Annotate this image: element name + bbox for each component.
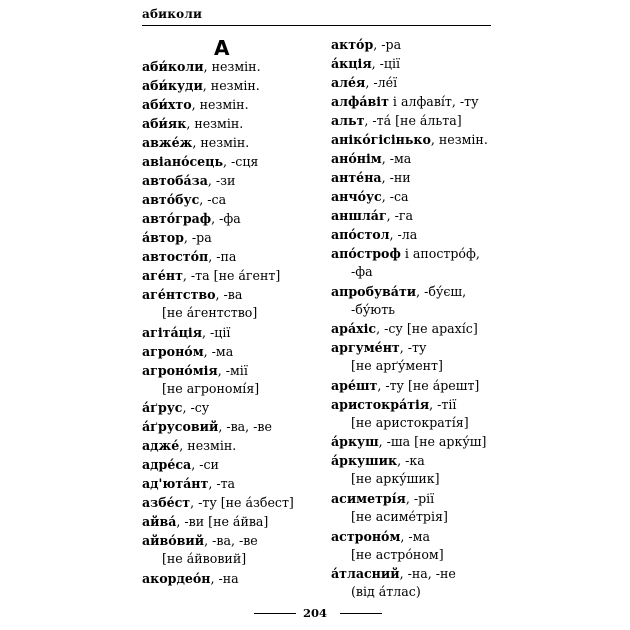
headword: а́тласний: [331, 566, 400, 582]
folio-rule-right: [340, 613, 382, 614]
entry-grammar: , -ту: [399, 340, 427, 356]
dictionary-entry: [331, 490, 448, 526]
headword: аншла́г: [331, 208, 387, 223]
dictionary-entry: [142, 172, 235, 190]
entry-grammar: і апостро́ф,: [400, 246, 480, 261]
entry-grammar: , незмін.: [203, 59, 261, 74]
headword: аби́куди: [142, 78, 203, 93]
headword: ад'юта́нт: [142, 476, 209, 492]
dictionary-entry: [331, 433, 486, 451]
entry-grammar: , незмін.: [179, 438, 237, 454]
headword: аби́хто: [142, 97, 192, 112]
dictionary-entry: [331, 377, 479, 395]
headword: апо́стол: [331, 227, 390, 242]
dictionary-entry: [331, 226, 417, 244]
entry-grammar: , -ма: [203, 343, 234, 359]
headword: авже́ж: [142, 135, 193, 150]
headword: аге́нт: [142, 268, 183, 283]
dictionary-entry: [142, 513, 268, 531]
entry-continuation: [не а́гентство]: [162, 305, 258, 320]
dictionary-entry: [331, 339, 443, 375]
dictionary-entry: [331, 74, 397, 92]
entry-grammar: , -па: [208, 249, 237, 264]
dictionary-entry: [331, 188, 409, 206]
entry-grammar: , -ла: [389, 227, 418, 242]
entry-grammar: , -ма: [381, 151, 412, 166]
headword: апо́строф: [331, 246, 401, 261]
headword: адже́: [142, 438, 180, 454]
headword: а́ркуш: [331, 434, 379, 450]
dictionary-entry: [142, 362, 259, 398]
headword: агіта́ція: [142, 324, 203, 340]
headword: а́ґрусовий: [142, 419, 219, 435]
dictionary-entry: [331, 150, 411, 168]
entry-grammar: , -су: [182, 400, 210, 416]
dictionary-entry: [331, 36, 401, 54]
headword: аристокра́тія: [331, 396, 430, 412]
entry-continuation: -бу́ють: [351, 301, 396, 317]
entry-grammar: , -на, -не: [399, 566, 456, 582]
entry-grammar: , -ма: [400, 528, 430, 544]
headword: акордео́н: [142, 570, 211, 586]
dictionary-entry: [142, 475, 235, 493]
entry-grammar: , -ту [не а́збест]: [190, 495, 294, 511]
dictionary-entry: [331, 112, 462, 130]
page-number: 204: [302, 606, 327, 620]
headword: адре́са: [142, 457, 192, 473]
dictionary-entry: [142, 343, 233, 361]
entry-continuation: -фа: [351, 264, 373, 279]
headword: автосто́п: [142, 249, 209, 264]
dictionary-entry: [331, 93, 479, 111]
entry-grammar: , -га: [386, 208, 414, 223]
entry-grammar: , незмін.: [186, 116, 244, 131]
headword: астроно́м: [331, 528, 401, 544]
entry-grammar: , -сця: [223, 154, 259, 169]
dictionary-entry: [142, 494, 294, 512]
headword: акто́р: [331, 37, 374, 52]
entry-grammar: , -ле́ї: [365, 75, 398, 90]
dictionary-entry: [331, 452, 440, 488]
entry-grammar: , -рії: [405, 491, 435, 506]
entry-grammar: , -ва, -ве: [204, 533, 258, 549]
entry-grammar: , -на: [210, 570, 239, 586]
dictionary-entry: [142, 77, 260, 95]
entry-continuation: [не асиме́трія]: [351, 509, 448, 524]
headword: аре́шт: [331, 377, 378, 393]
headword: анчо́ус: [331, 189, 382, 204]
headword: алфа́віт: [331, 94, 389, 109]
entry-grammar: , -ва: [215, 287, 243, 302]
header-rule: [142, 25, 491, 26]
headword: аби́коли: [142, 59, 204, 74]
dictionary-entry: [142, 437, 236, 455]
headword: асиметрі́я: [331, 491, 406, 506]
dictionary-entry: [331, 320, 478, 338]
headword: а́втор: [142, 230, 184, 245]
entry-grammar: , -са: [381, 189, 409, 204]
dictionary-entry: [331, 169, 411, 187]
headword: аніко́гісінько: [331, 132, 431, 147]
headword: авто́граф: [142, 211, 212, 226]
entry-grammar: , незмін.: [430, 132, 488, 147]
entry-grammar: , -ша [не арку́ш]: [378, 434, 487, 450]
headword: а́кція: [331, 56, 372, 71]
entry-grammar: , -ка: [397, 453, 425, 469]
dictionary-entry: [331, 207, 413, 225]
entry-grammar: , -ра: [183, 230, 212, 245]
dictionary-entry: [142, 456, 219, 474]
entry-continuation: (від а́тлас): [351, 584, 421, 600]
entry-grammar: , -са: [199, 192, 227, 207]
dictionary-entry: [142, 210, 241, 228]
headword: авто́бус: [142, 192, 200, 207]
headword: аби́як: [142, 116, 187, 131]
entry-grammar: , -зи: [207, 173, 236, 188]
headword: ара́хіс: [331, 321, 377, 337]
entry-grammar: , незмін.: [192, 135, 250, 150]
headword: апробува́ти: [331, 283, 417, 299]
entry-continuation: [не а́йвовий]: [162, 551, 247, 567]
headword: айва́: [142, 514, 177, 530]
entry-continuation: [не аристократі́я]: [351, 414, 469, 430]
entry-continuation: [не агрономі́я]: [162, 380, 260, 396]
dictionary-entry: [142, 570, 239, 588]
entry-continuation: [не арку́шик]: [351, 471, 440, 487]
dictionary-entry: [142, 115, 243, 133]
entry-grammar: , незмін.: [191, 97, 249, 112]
dictionary-entry: [142, 248, 236, 266]
dictionary-entry: [142, 134, 249, 152]
entry-grammar: , -су [не арахі́с]: [376, 321, 478, 337]
headword: азбе́ст: [142, 495, 191, 511]
entry-grammar: , -мії: [217, 362, 248, 378]
dictionary-entry: [142, 96, 249, 114]
dictionary-entry: [331, 283, 466, 319]
dictionary-entry: [331, 565, 456, 601]
headword: айво́вий: [142, 533, 205, 549]
entry-grammar: , -фа: [211, 211, 241, 226]
dictionary-entry: [142, 399, 209, 417]
headword: альт: [331, 113, 365, 128]
section-letter: А: [214, 36, 230, 60]
headword: аге́нтство: [142, 287, 216, 302]
headword: агроно́мія: [142, 362, 218, 378]
headword: ано́нім: [331, 151, 382, 166]
entry-continuation: [не арґу́мент]: [351, 358, 443, 374]
entry-continuation: [не астро́ном]: [351, 546, 444, 562]
dictionary-entry: [142, 418, 272, 436]
entry-grammar: , -ції: [371, 56, 401, 71]
dictionary-entry: [142, 286, 257, 322]
dictionary-entry: [331, 396, 469, 432]
entry-grammar: , -та́ [не а́льта]: [364, 113, 462, 128]
entry-grammar: і алфаві́т, -ту: [388, 94, 479, 109]
entry-grammar: , -та: [208, 476, 236, 492]
headword: аргуме́нт: [331, 340, 400, 356]
headword: а́ркушик: [331, 453, 398, 469]
dictionary-entry: [142, 191, 226, 209]
dictionary-entry: [331, 245, 480, 281]
entry-grammar: , незмін.: [202, 78, 260, 93]
entry-grammar: , -ра: [373, 37, 402, 52]
headword: авіано́сець: [142, 154, 224, 169]
dictionary-entry: [142, 267, 280, 285]
headword: агроно́м: [142, 343, 204, 359]
entry-grammar: , -ва, -ве: [218, 419, 272, 435]
headword: але́я: [331, 75, 366, 90]
entry-grammar: , -бу́єш,: [416, 283, 467, 299]
headword: анте́на: [331, 170, 382, 185]
entry-grammar: , -ни: [381, 170, 411, 185]
dictionary-entry: [331, 55, 400, 73]
dictionary-entry: [142, 324, 230, 342]
headword: автоба́за: [142, 173, 208, 188]
entry-grammar: , -си: [191, 457, 219, 473]
entry-grammar: , -тії: [429, 396, 457, 412]
running-head: абиколи: [142, 7, 203, 21]
dictionary-entry: [142, 229, 212, 247]
dictionary-entry: [331, 528, 444, 564]
dictionary-entry: [142, 532, 258, 568]
entry-grammar: , -ції: [202, 324, 231, 340]
dictionary-entry: [142, 153, 258, 171]
dictionary-entry: [331, 131, 488, 149]
entry-grammar: , -та [не а́гент]: [182, 268, 281, 283]
dictionary-entry: [142, 58, 261, 76]
headword: а́ґрус: [142, 400, 183, 416]
entry-grammar: , -ту [не а́решт]: [377, 377, 480, 393]
entry-grammar: , -ви [не а́йва]: [176, 514, 269, 530]
